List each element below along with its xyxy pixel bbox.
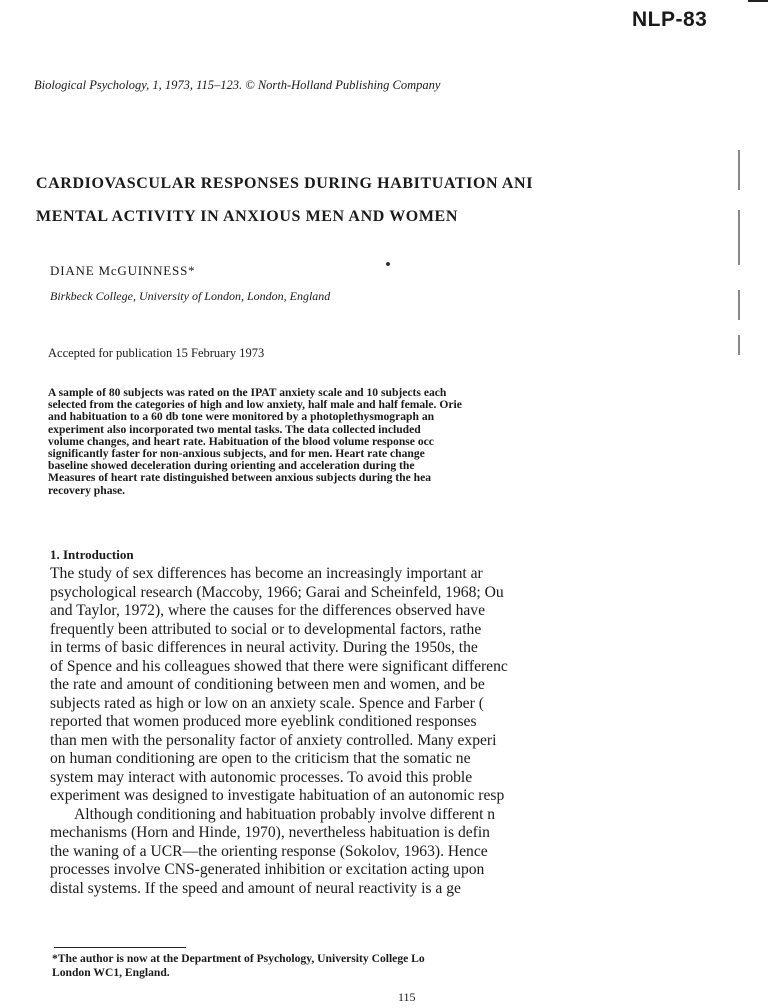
body-line: on human conditioning are open to the criticism that the somatic ne: [50, 750, 471, 767]
scan-margin-marks: [736, 150, 742, 510]
body-line: reported that women produced more eyeblink conditioned responses: [50, 713, 477, 730]
author-affiliation: Birkbeck College, University of London, London, England: [50, 289, 331, 303]
abstract-line: selected from the categories of high and low anxiety, half male and half female. Orie: [48, 399, 462, 412]
speck-mark: [386, 262, 390, 266]
body-line: and Taylor, 1972), where the causes for the differences observed have: [50, 602, 486, 619]
footnote-rule: [54, 947, 186, 948]
body-line: processes involve CNS-generated inhibition or excitation acting upon: [50, 861, 485, 878]
body-line: frequently been attributed to social or to developmental factors, rathe: [50, 620, 482, 638]
body-line: distal systems. If the speed and amount of neural reactivity is a ge: [50, 879, 461, 897]
abstract-line: volume changes, and heart rate. Habituation of the blood volume response occ: [48, 435, 434, 448]
margin-mark: [738, 290, 740, 320]
abstract-line: and habituation to a 60 db tone were monitored by a photoplethysmograph an: [48, 411, 435, 424]
footnote-line: *The author is now at the Department of Psychology, University College Lo: [52, 952, 425, 965]
body-line: in terms of basic differences in neural activity. During the 1950s, the: [50, 639, 478, 656]
abstract-line: Measures of heart rate distinguished between anxious subjects during the hea: [48, 472, 432, 485]
abstract-line: experiment also incorporated two mental tasks. The data collected included: [48, 423, 421, 436]
body-line: system may interact with autonomic processes. To avoid this proble: [50, 768, 473, 786]
margin-mark: [738, 150, 740, 190]
body-line: the rate and amount of conditioning between men and women, and be: [50, 676, 485, 693]
abstract: [48, 387, 748, 497]
abstract-line: baseline showed deceleration during orienting and acceleration during the: [48, 460, 415, 473]
abstract-line: significantly faster for non-anxious subjects, and for men. Heart rate change: [48, 448, 425, 461]
body-line: the waning of a UCR—the orienting response (Sokolov, 1963). Hence: [50, 842, 488, 860]
body-line: The study of sex differences has become an increasingly important ar: [50, 565, 483, 582]
abstract-line: recovery phase.: [48, 484, 126, 497]
body-line: mechanisms (Horn and Hinde, 1970), nevertheless habituation is defin: [50, 824, 490, 841]
body-line: subjects rated as high or low on an anxiety scale. Spence and Farber (: [50, 694, 484, 712]
body-line: experiment was designed to investigate habituation of an autonomic resp: [50, 787, 505, 804]
title-line-2: MENTAL ACTIVITY IN ANXIOUS MEN AND WOMEN: [36, 208, 458, 225]
section-heading: 1. Introduction: [50, 547, 134, 562]
accepted-date: Accepted for publication 15 February 1973: [48, 346, 265, 360]
body-line: Although conditioning and habituation probably involve different n: [74, 805, 496, 823]
body-line: than men with the personality factor of anxiety controlled. Many experi: [50, 731, 497, 749]
footnote: [52, 952, 764, 979]
document-id-stamp: NLP-83: [632, 8, 708, 31]
introduction-body: [50, 565, 768, 898]
body-line: psychological research (Maccoby, 1966; Garai and Scheinfeld, 1968; Ou: [50, 583, 504, 601]
journal-citation: Biological Psychology, 1, 1973, 115–123. © North-Holland Publishing Company: [34, 78, 441, 92]
author-name: DIANE McGUINNESS*: [50, 263, 196, 278]
title-line-1: CARDIOVASCULAR RESPONSES DURING HABITUATION ANI: [36, 175, 534, 192]
margin-mark: [738, 210, 740, 265]
corner-mark: [748, 0, 768, 2]
body-line: of Spence and his colleagues showed that there were significant differenc: [50, 657, 508, 675]
page-number: 115: [398, 990, 416, 1004]
footnote-line: London WC1, England.: [52, 965, 170, 979]
margin-mark: [738, 335, 740, 355]
abstract-line: A sample of 80 subjects was rated on the IPAT anxiety scale and 10 subjects each: [48, 387, 447, 399]
